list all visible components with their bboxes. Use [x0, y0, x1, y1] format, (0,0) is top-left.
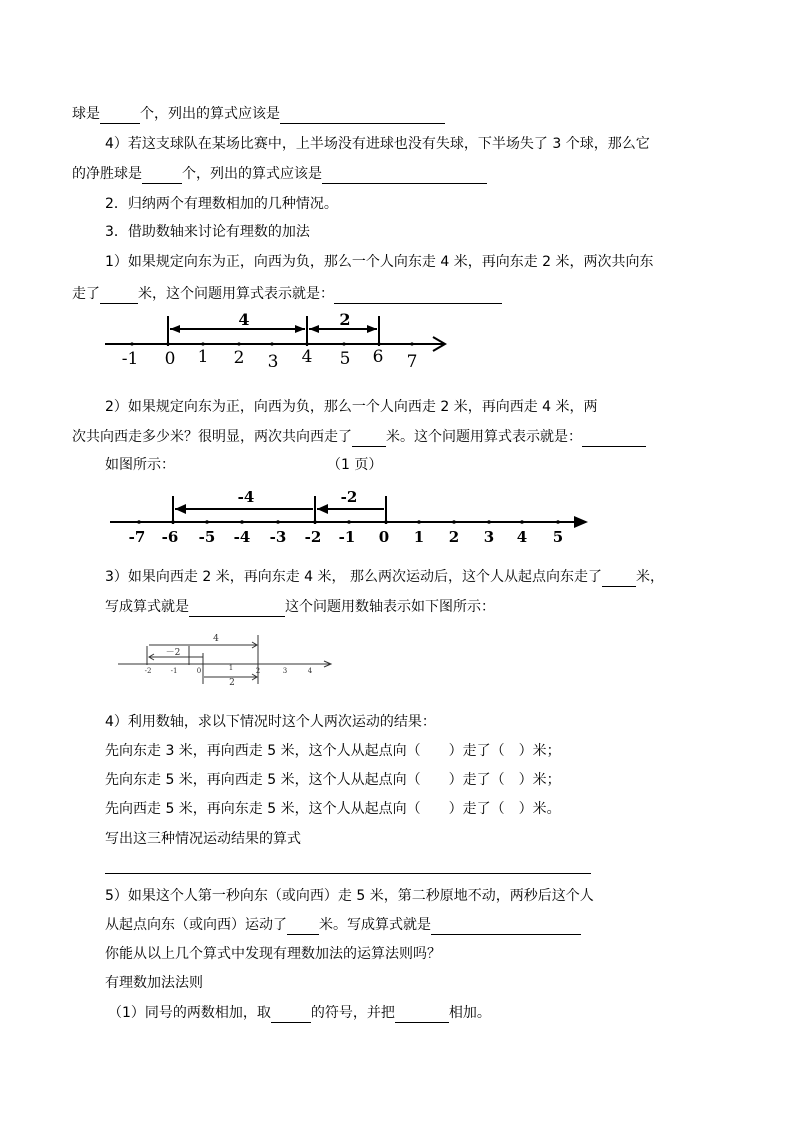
text: 米，这个问题用算式表示就是： [138, 286, 334, 302]
p2-line1: 2）如果规定向东为正，向西为负，那么一个人向西走 2 米，再向西走 4 米，两 [105, 399, 598, 415]
text: 3）如果向西走 2 米，再向东走 4 米， 那么两次运动后，这个人从起点向东走了 [105, 569, 602, 585]
text: 米。这个问题用算式表示就是： [386, 429, 582, 445]
answer-blank[interactable] [431, 918, 581, 935]
tick-label: 2 [448, 528, 460, 546]
text: 相加。 [448, 1005, 491, 1021]
tick-label: 6 [372, 347, 384, 367]
arrow-label: -4 [237, 488, 255, 506]
page-number: （1 页） [327, 457, 383, 473]
tick-label: 1 [413, 528, 425, 546]
text: 个，列出的算式应该是 [182, 166, 322, 182]
item-3: 3．借助数轴来讨论有理数的加法 [105, 224, 310, 240]
text: 次共向西走多少米？很明显，两次共向西走了 [72, 429, 352, 445]
tick-label: -7 [128, 528, 146, 546]
tick-label: -1 [121, 349, 139, 369]
tick-label: -6 [161, 528, 179, 546]
tick-label: 4 [301, 347, 313, 367]
tick-label: 3 [267, 352, 279, 372]
p1-line1: 1）如果规定向东为正，向西为负，那么一个人向东走 4 米，再向东走 2 米，两次共向东 [105, 254, 654, 270]
answer-blank[interactable] [395, 1006, 449, 1023]
tick-label: 2 [233, 348, 245, 368]
tick-label: 3 [282, 667, 288, 675]
p5-line1: 5）如果这个人第一秒向东（或向西）走 5 米，第二秒原地不动，两秒后这个人 [105, 888, 594, 904]
text: 的净胜球是 [72, 166, 142, 182]
text: 的符号，并把 [310, 1005, 395, 1021]
tick-label: -1 [338, 528, 356, 546]
text: 球是 [72, 106, 100, 122]
p4-row-2: 先向东走 5 米，再向西走 5 米，这个人从起点向（ ）走了（ ）米； [105, 772, 561, 788]
tick-label: -3 [269, 528, 287, 546]
text: 这个问题用数轴表示如下图所示： [285, 599, 495, 615]
text: 走了 [72, 286, 100, 302]
p2-line3: 如图所示： [105, 457, 175, 473]
arrow-label: －2 [165, 648, 181, 658]
tick-label: 0 [164, 349, 176, 369]
tick-label: -5 [198, 528, 216, 546]
p5-line5 [108, 1003, 491, 1023]
tick-label: 7 [406, 352, 418, 372]
arrow-label: 2 [229, 678, 235, 688]
arrow-label: 2 [339, 310, 351, 329]
p4-row-1: 先向东走 3 米，再向西走 5 米，这个人从起点向（ ）走了（ ）米； [105, 743, 561, 759]
answer-blank[interactable] [287, 918, 319, 935]
tick-label: 5 [339, 349, 351, 369]
item-2: 2．归纳两个有理数相加的几种情况。 [105, 196, 338, 212]
arrow-label: 4 [213, 634, 219, 644]
p4-line5: 写出这三种情况运动结果的算式 [105, 831, 301, 847]
answer-blank[interactable] [271, 1006, 311, 1023]
p5-line3: 你能从以上几个算式中发现有理数加法的运算法则吗？ [105, 946, 441, 962]
text: 米， [635, 569, 664, 585]
text: （1）同号的两数相加，取 [108, 1005, 271, 1021]
p5-line2 [105, 915, 581, 935]
q1d-line1: 4）若这支球队在某场比赛中，上半场没有进球也没有失球，下半场失了 3 个球，那么它 [105, 136, 650, 152]
p4-row-3: 先向西走 5 米，再向东走 5 米，这个人从起点向（ ）走了（ ）米。 [105, 801, 561, 817]
tick-label: 0 [196, 667, 202, 675]
arrow-label: 4 [238, 310, 250, 329]
tick-labels [145, 664, 313, 675]
tick-label: -2 [304, 528, 322, 546]
answer-line[interactable] [105, 873, 591, 874]
p5-line4: 有理数加法法则 [105, 975, 203, 991]
text: 从起点向东（或向西）运动了 [105, 917, 287, 933]
arrow-label: -2 [340, 488, 358, 506]
tick-label: -1 [170, 667, 178, 675]
text: 个，列出的算式应该是 [140, 106, 280, 122]
tick-label: 3 [483, 528, 495, 546]
tick-label: 4 [307, 667, 313, 675]
tick-label: 1 [197, 347, 209, 367]
tick-label: 5 [552, 528, 564, 546]
tick-label: -2 [144, 667, 152, 675]
text: 写成算式就是 [105, 599, 189, 615]
tick-label: 2 [255, 667, 261, 675]
tick-label: 4 [516, 528, 528, 546]
text: 米。写成算式就是 [319, 917, 431, 933]
p4-line1: 4）利用数轴，求以下情况时这个人两次运动的结果： [105, 714, 436, 730]
tick-label: -4 [233, 528, 251, 546]
tick-label: 1 [228, 664, 234, 672]
tick-label: 0 [378, 528, 390, 546]
